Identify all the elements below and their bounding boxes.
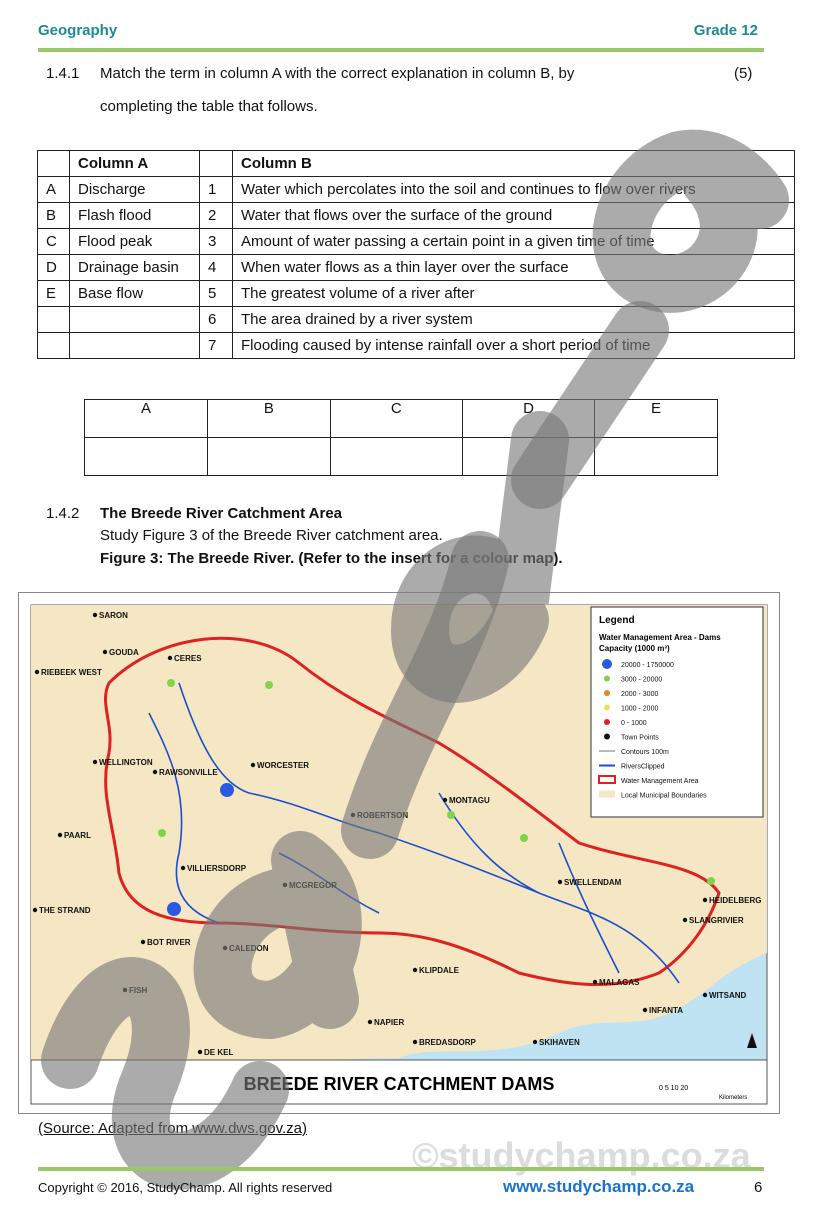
answer-header-row (85, 400, 718, 438)
town-point (58, 833, 62, 837)
column-a-header: Column A (70, 151, 200, 177)
legend-item-label: Contours 100m (621, 749, 669, 756)
town-label: ROBERTSON (357, 811, 409, 820)
scale-bar: 0 5 10 20 (659, 1085, 689, 1092)
town-point (443, 798, 447, 802)
subject-title: Geography (38, 22, 118, 39)
question-text-line2: completing the table that follows. (100, 98, 318, 115)
column-a-term: Base flow (70, 281, 200, 307)
legend-symbol (599, 750, 615, 752)
town-point (123, 988, 127, 992)
town-point (643, 1008, 647, 1012)
map-title: BREEDE RIVER CATCHMENT DAMS (243, 1074, 555, 1094)
answer-input-cell[interactable] (207, 438, 330, 476)
table-cell (38, 151, 70, 177)
row-number: 6 (200, 307, 233, 333)
answer-header-cell: C (330, 400, 462, 438)
page-header (38, 22, 764, 52)
column-b-explanation: Water that flows over the surface of the ground (233, 203, 795, 229)
column-b-explanation: Water which percolates into the soil and continues to flow over rivers (233, 177, 795, 203)
legend-subtitle: Water Management Area - Dams (599, 633, 721, 642)
legend-item-label: Water Management Area (621, 778, 699, 785)
row-letter: D (38, 255, 70, 281)
column-a-term (70, 333, 200, 359)
source-citation: (Source: Adapted from www.dws.gov.za) (38, 1120, 308, 1137)
legend-title: Legend (599, 615, 635, 626)
table-row (38, 307, 795, 333)
legend-item-label: 1000 - 2000 (621, 705, 659, 713)
row-letter (38, 307, 70, 333)
town-point (35, 670, 39, 674)
grade-label: Grade 12 (693, 22, 758, 39)
column-a-term: Drainage basin (70, 255, 200, 281)
legend-subtitle-2: Capacity (1000 m³) (599, 644, 670, 653)
town-point (283, 883, 287, 887)
town-label: WORCESTER (257, 761, 309, 770)
town-point (703, 898, 707, 902)
answer-header-cell: B (207, 400, 330, 438)
answer-blank-row (85, 438, 718, 476)
town-point (93, 760, 97, 764)
column-b-explanation: The greatest volume of a river after (233, 281, 795, 307)
town-label: SLANGRIVIER (689, 916, 744, 925)
column-b-header: Column B (233, 151, 795, 177)
town-label: SKIHAVEN (539, 1038, 580, 1047)
matching-table (37, 150, 795, 359)
breede-river-map (18, 592, 780, 1114)
town-point (153, 770, 157, 774)
row-number: 5 (200, 281, 233, 307)
town-label: GOUDA (109, 648, 139, 657)
row-number: 2 (200, 203, 233, 229)
town-point (351, 813, 355, 817)
row-letter: C (38, 229, 70, 255)
large-dam-marker (220, 783, 234, 797)
column-a-term: Flood peak (70, 229, 200, 255)
town-label: SWELLENDAM (564, 878, 622, 887)
town-label: MCGREGOR (289, 881, 337, 890)
town-label: VILLIERSDORP (187, 864, 247, 873)
town-label: FISH (129, 986, 148, 995)
town-label: RIEBEEK WEST (41, 668, 102, 677)
table-header-row (38, 151, 795, 177)
answer-header-cell: E (595, 400, 718, 438)
row-number: 1 (200, 177, 233, 203)
legend-item-label: 20000 - 1750000 (621, 662, 674, 669)
answer-header-cell: A (85, 400, 208, 438)
town-label: WELLINGTON (99, 758, 153, 767)
town-label: MONTAGU (449, 796, 490, 805)
town-point (103, 650, 107, 654)
town-label: CALEDON (229, 944, 269, 953)
table-row (38, 255, 795, 281)
column-b-explanation: Flooding caused by intense rainfall over a short period of time (233, 333, 795, 359)
town-point (368, 1020, 372, 1024)
answer-input-cell[interactable] (85, 438, 208, 476)
town-label: BOT RIVER (147, 938, 191, 947)
legend-item-label: 0 - 1000 (621, 720, 647, 727)
town-point (223, 946, 227, 950)
row-number: 4 (200, 255, 233, 281)
table-row (38, 203, 795, 229)
town-point (593, 980, 597, 984)
town-label: SARON (99, 611, 128, 620)
figure-instruction: Study Figure 3 of the Breede River catchment area. (100, 527, 443, 544)
table-row (38, 177, 795, 203)
section-title: The Breede River Catchment Area (100, 505, 343, 522)
town-label: INFANTA (649, 1006, 684, 1015)
town-label: BREDASDORP (419, 1038, 476, 1047)
town-label: HEIDELBERG (709, 896, 762, 905)
copyright-notice: Copyright © 2016, StudyChamp. All rights reserved (38, 1180, 333, 1195)
town-label: KLIPDALE (419, 966, 459, 975)
row-number: 7 (200, 333, 233, 359)
legend-item-label: Local Municipal Boundaries (621, 792, 707, 800)
town-label: RAWSONVILLE (159, 768, 218, 777)
town-point (703, 993, 707, 997)
legend-symbol (604, 734, 610, 740)
town-label: PAARL (64, 831, 91, 840)
large-dam-marker (167, 902, 181, 916)
table-row (38, 229, 795, 255)
legend-symbol (604, 676, 610, 682)
legend-symbol (599, 791, 615, 798)
town-point (558, 880, 562, 884)
town-label: WITSAND (709, 991, 747, 1000)
legend-symbol (602, 659, 612, 669)
town-point (181, 866, 185, 870)
legend-symbol (604, 719, 610, 725)
town-point (413, 968, 417, 972)
row-letter: A (38, 177, 70, 203)
answer-header-cell: D (462, 400, 594, 438)
website-link[interactable]: www.studychamp.co.za (503, 1177, 695, 1196)
legend-symbol (599, 765, 615, 767)
scale-unit: Kilometers (719, 1095, 748, 1101)
answer-input-cell[interactable] (330, 438, 462, 476)
town-label: THE STRAND (39, 906, 91, 915)
row-letter (38, 333, 70, 359)
table-row (38, 333, 795, 359)
question-marks: (5) (734, 65, 753, 82)
row-number: 3 (200, 229, 233, 255)
town-label: CERES (174, 654, 202, 663)
town-point (93, 613, 97, 617)
answer-table (84, 399, 718, 476)
legend-item-label: 3000 - 20000 (621, 676, 663, 684)
column-b-explanation: When water flows as a thin layer over the surface (233, 255, 795, 281)
legend-symbol (604, 705, 610, 711)
town-label: DE KEL (204, 1048, 234, 1057)
town-point (413, 1040, 417, 1044)
legend-item-label: Town Points (621, 734, 659, 742)
legend-symbol (604, 690, 610, 696)
row-letter: E (38, 281, 70, 307)
answer-input-cell[interactable] (595, 438, 718, 476)
footer-rule (38, 1167, 764, 1171)
town-point (141, 940, 145, 944)
legend-item-label: 2000 - 3000 (621, 691, 659, 698)
column-a-term: Flash flood (70, 203, 200, 229)
column-a-term: Discharge (70, 177, 200, 203)
column-b-explanation: The area drained by a river system (233, 307, 795, 333)
column-b-explanation: Amount of water passing a certain point in a given time of time (233, 229, 795, 255)
table-cell (200, 151, 233, 177)
town-point (33, 908, 37, 912)
column-a-term (70, 307, 200, 333)
legend-item-label: RiversClipped (621, 763, 665, 771)
figure-caption: Figure 3: The Breede River. (Refer to the insert for a colour map). (100, 550, 563, 567)
town-label: MALAGAS (599, 978, 640, 987)
legend-symbol (599, 776, 615, 783)
town-point (533, 1040, 537, 1044)
town-point (683, 918, 687, 922)
town-point (168, 656, 172, 660)
watermark-text: ©studychamp.co.za (412, 1135, 751, 1176)
question-text-line1: Match the term in column A with the correct explanation in column B, by (100, 65, 575, 82)
table-row (38, 281, 795, 307)
town-label: NAPIER (374, 1018, 405, 1027)
question-number-141: 1.4.1 (46, 65, 80, 82)
answer-input-cell[interactable] (462, 438, 594, 476)
row-letter: B (38, 203, 70, 229)
question-number-142: 1.4.2 (46, 505, 80, 522)
town-point (198, 1050, 202, 1054)
page-number: 6 (754, 1179, 763, 1196)
town-point (251, 763, 255, 767)
